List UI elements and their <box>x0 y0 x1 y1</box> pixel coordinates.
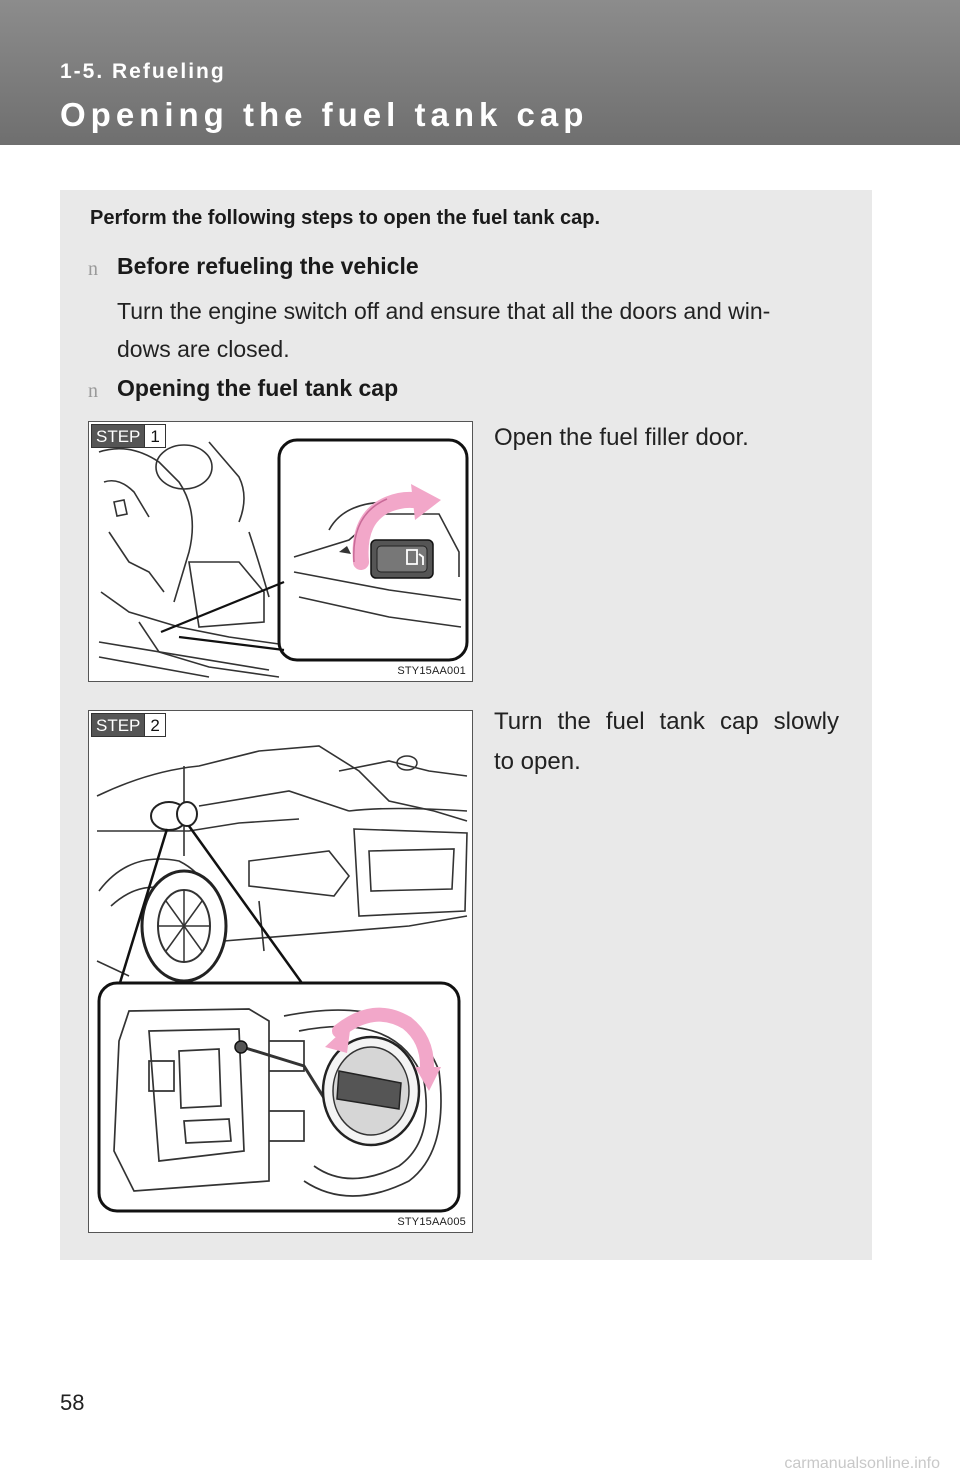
figure-code: STY15AA005 <box>397 1216 466 1228</box>
step1-figure <box>88 421 473 682</box>
bullet-marker: n <box>88 258 98 280</box>
page-header <box>0 0 960 145</box>
intro-text: Perform the following steps to open the fuel tank cap. <box>90 207 601 229</box>
instruction-line: to open. <box>494 748 581 775</box>
instruction-line: Turn the fuel tank cap slowly <box>494 708 839 735</box>
fuel-cap-illustration <box>89 711 473 1233</box>
step-badge <box>91 424 166 448</box>
before-refueling-text <box>117 292 852 368</box>
figure-code: STY15AA001 <box>397 665 466 677</box>
step-badge-number: 2 <box>144 714 164 736</box>
subheading-before-refueling: Before refueling the vehicle <box>117 253 419 279</box>
step-badge <box>91 713 166 737</box>
fuel-door-opener-illustration <box>89 422 473 682</box>
body-line: dows are closed. <box>117 336 290 362</box>
step2-instruction <box>494 702 839 782</box>
step-badge-word: STEP <box>92 425 144 447</box>
page-title: Opening the fuel tank cap <box>60 96 589 133</box>
step-badge-word: STEP <box>92 714 144 736</box>
step-badge-number: 1 <box>144 425 164 447</box>
page-number: 58 <box>60 1390 85 1415</box>
step2-figure <box>88 710 473 1233</box>
step1-instruction: Open the fuel filler door. <box>494 424 749 451</box>
section-label: 1-5. Refueling <box>60 60 226 83</box>
body-line: Turn the engine switch off and ensure that all the doors and win- <box>117 298 771 324</box>
bullet-marker: n <box>88 380 98 402</box>
subheading-opening-cap: Opening the fuel tank cap <box>117 375 399 401</box>
watermark: carmanualsonline.info <box>784 1455 940 1472</box>
